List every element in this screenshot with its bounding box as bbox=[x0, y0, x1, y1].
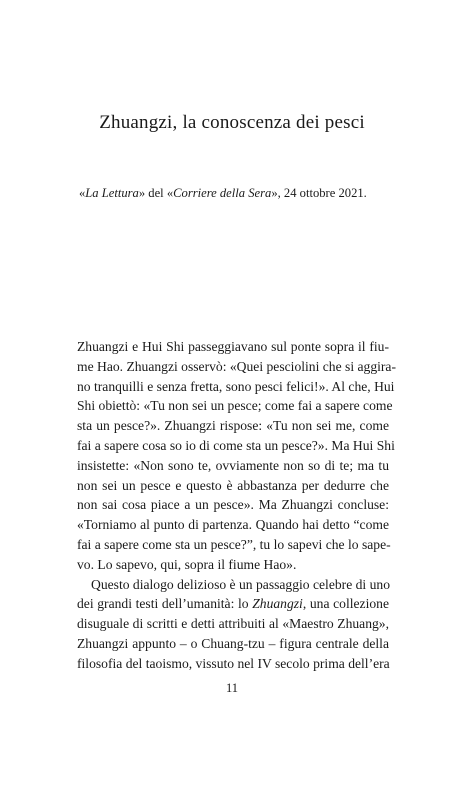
source-middle: » del « bbox=[138, 186, 174, 200]
paragraph-1 bbox=[77, 337, 396, 575]
source-citation bbox=[79, 186, 367, 201]
text-line: non sei un pesce e questo è abbastanza per dedurre che bbox=[77, 477, 389, 493]
text-segment: dei grandi testi dell’umanità: lo bbox=[77, 596, 253, 612]
text-line: disuguale di scritti e detti attribuiti al «Maestro Zhuang», bbox=[77, 616, 389, 632]
source-newspaper: Corriere della Sera bbox=[173, 186, 272, 200]
source-date: », 24 ottobre 2021. bbox=[271, 186, 367, 200]
text-line-with-title bbox=[77, 594, 389, 614]
text-line: fai a sapere cosa so io di come sta un pesce?». Ma Hui Shi bbox=[77, 437, 395, 453]
body-text bbox=[77, 337, 396, 674]
text-line: «Torniamo al punto di partenza. Quando hai detto “come bbox=[77, 517, 389, 533]
text-line: Questo dialogo delizioso è un passaggio celebre di uno bbox=[91, 576, 390, 592]
page-number: 11 bbox=[225, 681, 239, 695]
text-line: vo. Lo sapevo, qui, sopra il fiume Hao». bbox=[77, 556, 297, 572]
source-open-quote: « bbox=[79, 186, 86, 200]
text-line: non sai cosa piace a un pesce». Ma Zhuangzi concluse: bbox=[77, 497, 389, 513]
book-title-italic: Zhuangzi bbox=[252, 596, 303, 612]
text-line: Zhuangzi appunto – o Chuang-tzu – figura centrale della bbox=[77, 635, 389, 651]
text-line: sta un pesce?». Zhuangzi rispose: «Tu non sei me, come bbox=[77, 418, 389, 434]
text-line: insistette: «Non sono te, ovviamente non so di te; ma tu bbox=[77, 457, 389, 473]
text-line: no tranquilli e senza fretta, sono pesci felici!». Al che, Hui bbox=[77, 378, 395, 394]
source-publication: La Lettura bbox=[85, 186, 139, 200]
text-line: filosofia del taoismo, vissuto nel IV secolo prima dell’era bbox=[77, 655, 390, 671]
text-line: me Hao. Zhuangzi osservò: «Quei pesciolini che si aggira- bbox=[77, 358, 396, 374]
text-segment: , una collezione bbox=[302, 596, 389, 612]
text-line: Shi obiettò: «Tu non sei un pesce; come fai a sapere come bbox=[77, 398, 393, 414]
text-line: Zhuangzi e Hui Shi passeggiavano sul ponte sopra il fiu- bbox=[77, 339, 389, 354]
text-line: fai a sapere come sta un pesce?”, tu lo sapevi che lo sape- bbox=[77, 536, 391, 552]
chapter-title: Zhuangzi, la conoscenza dei pesci bbox=[99, 112, 365, 133]
paragraph-2 bbox=[77, 575, 389, 674]
